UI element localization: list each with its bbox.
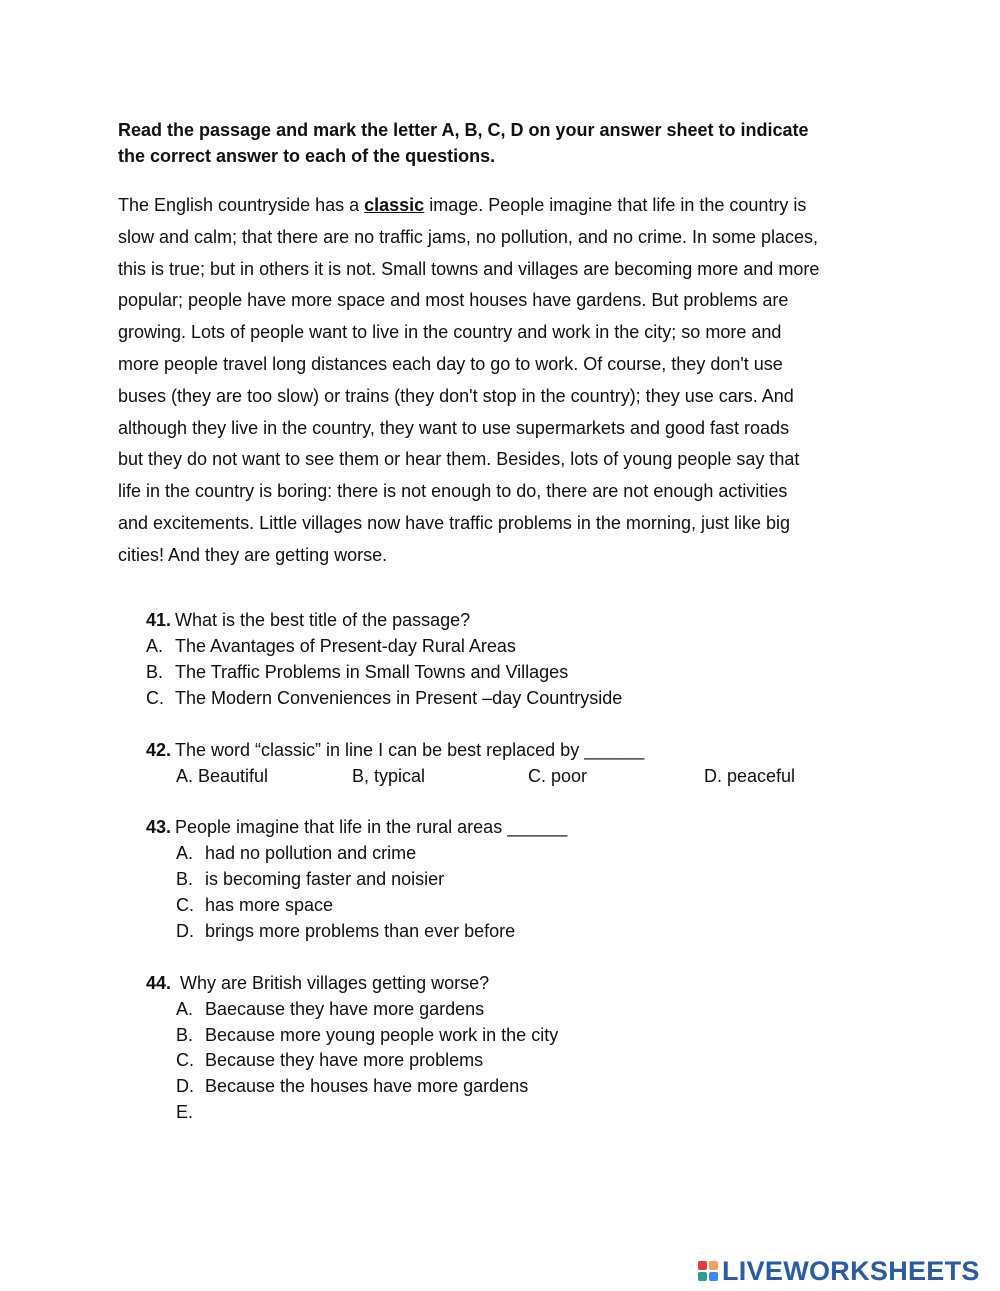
- question-text: The word “classic” in line I can be best replaced by ______: [175, 740, 645, 760]
- passage-line-6: more people travel long distances each day to go to work. Of course, they don't use: [118, 353, 783, 374]
- q44-option-e[interactable]: E.: [176, 1102, 194, 1122]
- logo-icon: [698, 1261, 718, 1281]
- question-text: Why are British villages getting worse?: [175, 973, 490, 993]
- liveworksheets-logo[interactable]: [698, 1256, 980, 1286]
- logo-text: LIVEWORKSHEETS: [722, 1255, 980, 1286]
- passage-line-9: but they do not want to see them or hear them. Besides, lots of young people say that: [118, 449, 800, 470]
- passage-line-2: slow and calm; that there are no traffic jams, no pollution, and no crime. In some places,: [118, 226, 819, 247]
- q44-option-d[interactable]: D. Because the houses have more gardens: [176, 1076, 529, 1096]
- keyword-classic: classic: [364, 195, 425, 215]
- instructions: [118, 117, 898, 169]
- q44-option-c[interactable]: C. Because they have more problems: [176, 1050, 484, 1070]
- reading-passage: [118, 190, 888, 572]
- passage-line-11: and excitements. Little villages now have traffic problems in the morning, just like big: [118, 512, 791, 533]
- q43-option-b[interactable]: B. is becoming faster and noisier: [176, 869, 445, 889]
- passage-line-1: The English countryside has a classic image. People imagine that life in the country is: [118, 195, 807, 215]
- question-41: [146, 607, 470, 633]
- q43-option-c[interactable]: C. has more space: [176, 895, 334, 915]
- q44-option-a[interactable]: A. Baecause they have more gardens: [176, 999, 485, 1019]
- question-number: 41.: [146, 610, 172, 630]
- passage-line-4: popular; people have more space and most houses have gardens. But problems are: [118, 290, 789, 311]
- question-43: [146, 814, 567, 840]
- q42-option-b[interactable]: B, typical: [352, 766, 426, 786]
- q44-option-b[interactable]: B. Because more young people work in the city: [176, 1025, 559, 1045]
- question-44: [146, 970, 489, 996]
- passage-line-3: this is true; but in others it is not. Small towns and villages are becoming more and more: [118, 258, 820, 279]
- q42-option-c[interactable]: C. poor: [528, 766, 588, 786]
- instruction-line-1: Read the passage and mark the letter A, B, C, D on your answer sheet to indicate: [118, 120, 809, 140]
- q43-option-d[interactable]: D. brings more problems than ever before: [176, 921, 516, 941]
- passage-line-10: life in the country is boring: there is not enough to do, there are not enough activities: [118, 481, 788, 502]
- q41-option-b[interactable]: B. The Traffic Problems in Small Towns and Villages: [146, 662, 569, 682]
- instruction-line-2: the correct answer to each of the questions.: [118, 146, 496, 166]
- question-text: People imagine that life in the rural areas ______: [175, 817, 568, 837]
- q42-option-d[interactable]: D. peaceful: [704, 766, 796, 786]
- question-number: 43.: [146, 817, 172, 837]
- passage-line-5: growing. Lots of people want to live in the country and work in the city; so more and: [118, 322, 782, 343]
- passage-line-7: buses (they are too slow) or trains (they don't stop in the country); they use cars. And: [118, 385, 794, 406]
- passage-line-12: cities! And they are getting worse.: [118, 544, 388, 565]
- question-42: [146, 737, 644, 763]
- q41-option-a[interactable]: A. The Avantages of Present-day Rural Areas: [146, 636, 516, 656]
- q43-option-a[interactable]: A. had no pollution and crime: [176, 843, 417, 863]
- passage-line-8: although they live in the country, they want to use supermarkets and good fast roads: [118, 417, 790, 438]
- q42-option-a[interactable]: A. Beautiful: [176, 766, 269, 786]
- question-number: 42.: [146, 740, 172, 760]
- q41-option-c[interactable]: C. The Modern Conveniences in Present –day Countryside: [146, 688, 623, 708]
- question-number: 44.: [146, 973, 172, 993]
- question-text: What is the best title of the passage?: [175, 610, 471, 630]
